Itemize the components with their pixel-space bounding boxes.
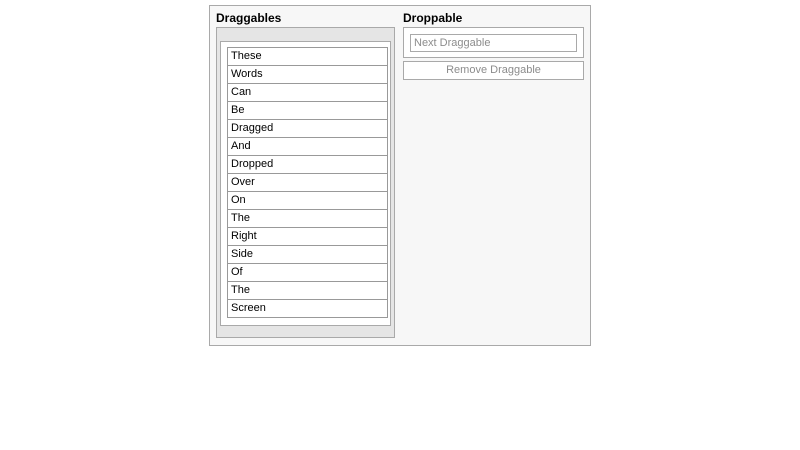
draggable-item[interactable]: And <box>228 138 387 156</box>
draggable-item[interactable]: Side <box>228 246 387 264</box>
draggable-item[interactable]: The <box>228 282 387 300</box>
draggable-item[interactable]: The <box>228 210 387 228</box>
draggable-item[interactable]: Right <box>228 228 387 246</box>
draggable-item[interactable]: Be <box>228 102 387 120</box>
draggables-panel <box>216 27 395 338</box>
draggable-item[interactable]: Screen <box>228 300 387 318</box>
draggable-item[interactable]: Dragged <box>228 120 387 138</box>
draggables-heading: Draggables <box>216 11 282 25</box>
draggable-item[interactable]: Can <box>228 84 387 102</box>
draggable-item[interactable]: Dropped <box>228 156 387 174</box>
drag-drop-widget <box>209 5 591 346</box>
draggable-item[interactable]: Of <box>228 264 387 282</box>
droppable-panel[interactable] <box>403 27 584 58</box>
draggables-container <box>220 41 391 326</box>
draggable-item[interactable]: These <box>228 48 387 66</box>
draggable-word-list <box>227 47 388 318</box>
draggable-item[interactable]: Words <box>228 66 387 84</box>
next-draggable-input[interactable] <box>410 34 577 52</box>
draggable-item[interactable]: On <box>228 192 387 210</box>
droppable-heading: Droppable <box>403 11 463 25</box>
remove-draggable-button[interactable]: Remove Draggable <box>403 61 584 80</box>
draggable-item[interactable]: Over <box>228 174 387 192</box>
